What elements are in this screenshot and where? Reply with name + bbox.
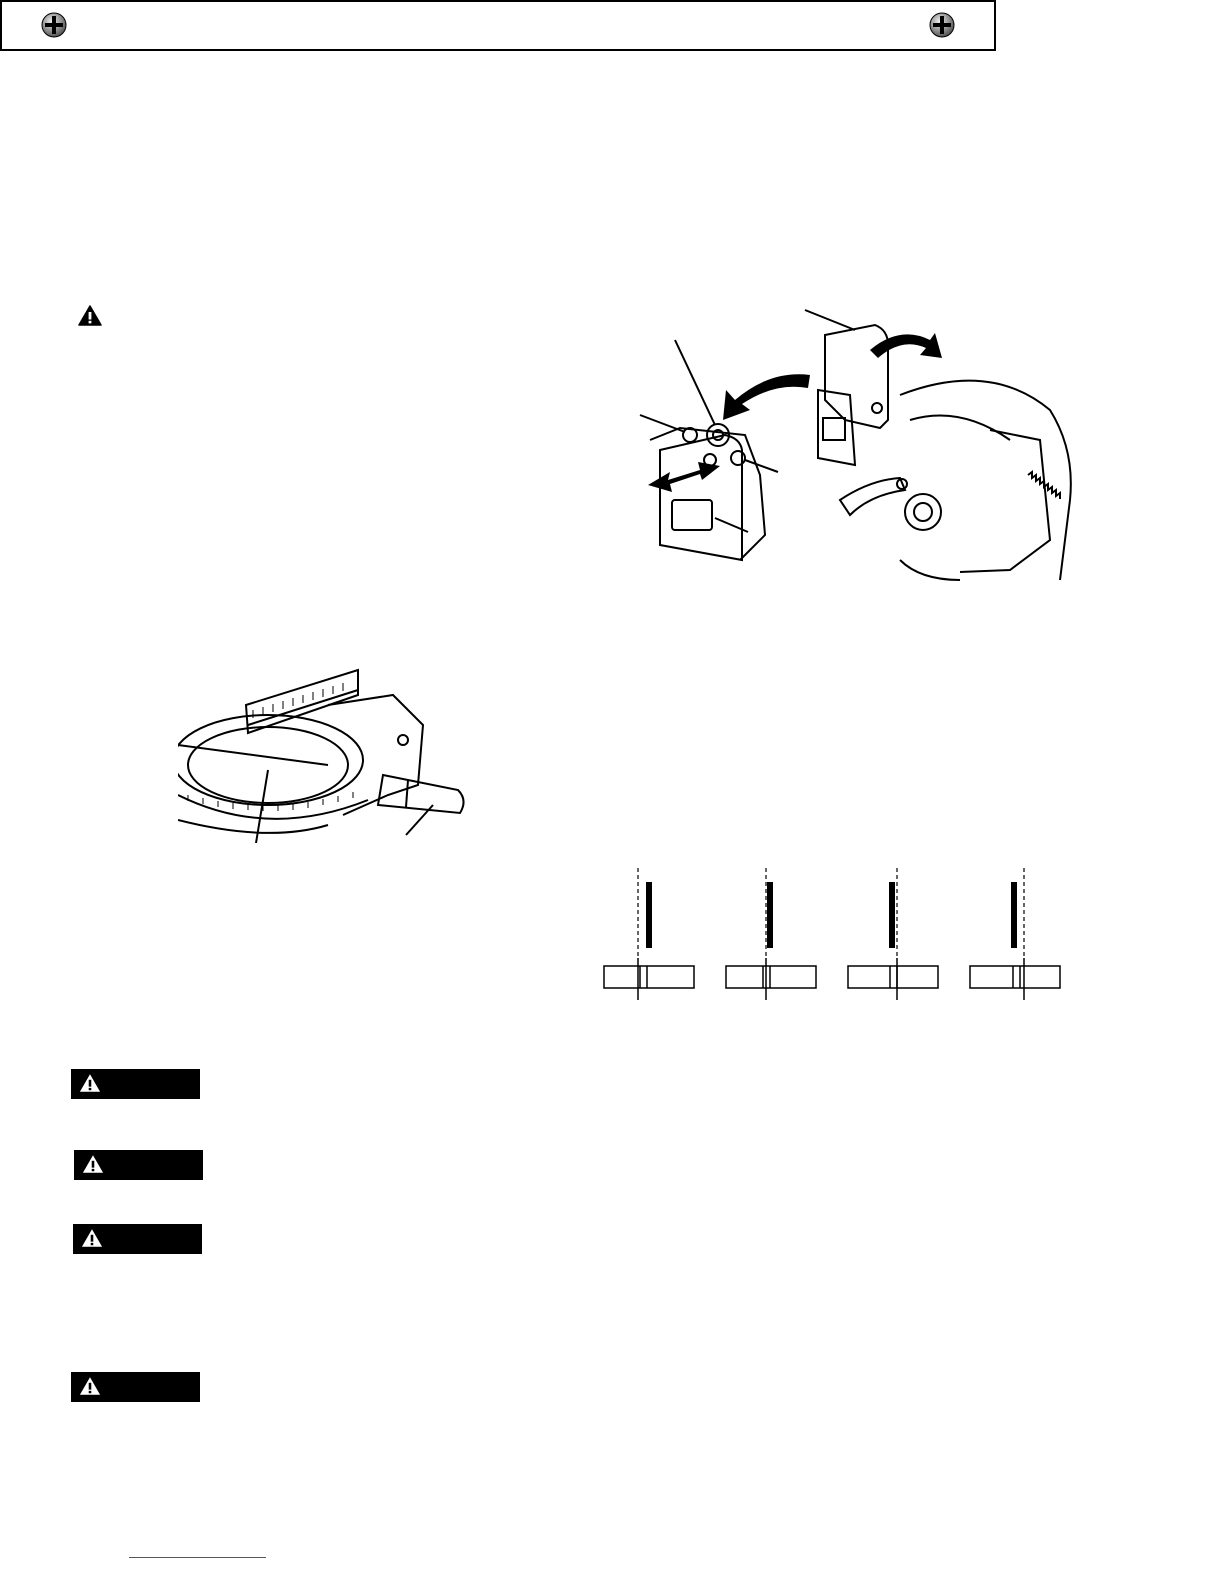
miter-table-illustration xyxy=(178,665,468,843)
warning-triangle-icon xyxy=(79,1376,101,1396)
warning-badge xyxy=(74,1150,203,1180)
crosshair-screw-icon xyxy=(929,12,955,38)
header-bar xyxy=(0,0,996,51)
warning-badge xyxy=(73,1224,202,1254)
miter-saw-guard-illustration xyxy=(630,300,1080,590)
crosshair-screw-icon xyxy=(41,12,67,38)
laser-alignment-diagram xyxy=(600,868,1070,1000)
warning-triangle-icon xyxy=(78,305,102,326)
warning-triangle-icon xyxy=(81,1228,103,1248)
warning-triangle-icon xyxy=(82,1154,104,1174)
warning-badge xyxy=(71,1372,200,1402)
warning-badge xyxy=(71,1069,200,1099)
footer-rule xyxy=(129,1557,266,1558)
warning-triangle-icon xyxy=(79,1073,101,1093)
